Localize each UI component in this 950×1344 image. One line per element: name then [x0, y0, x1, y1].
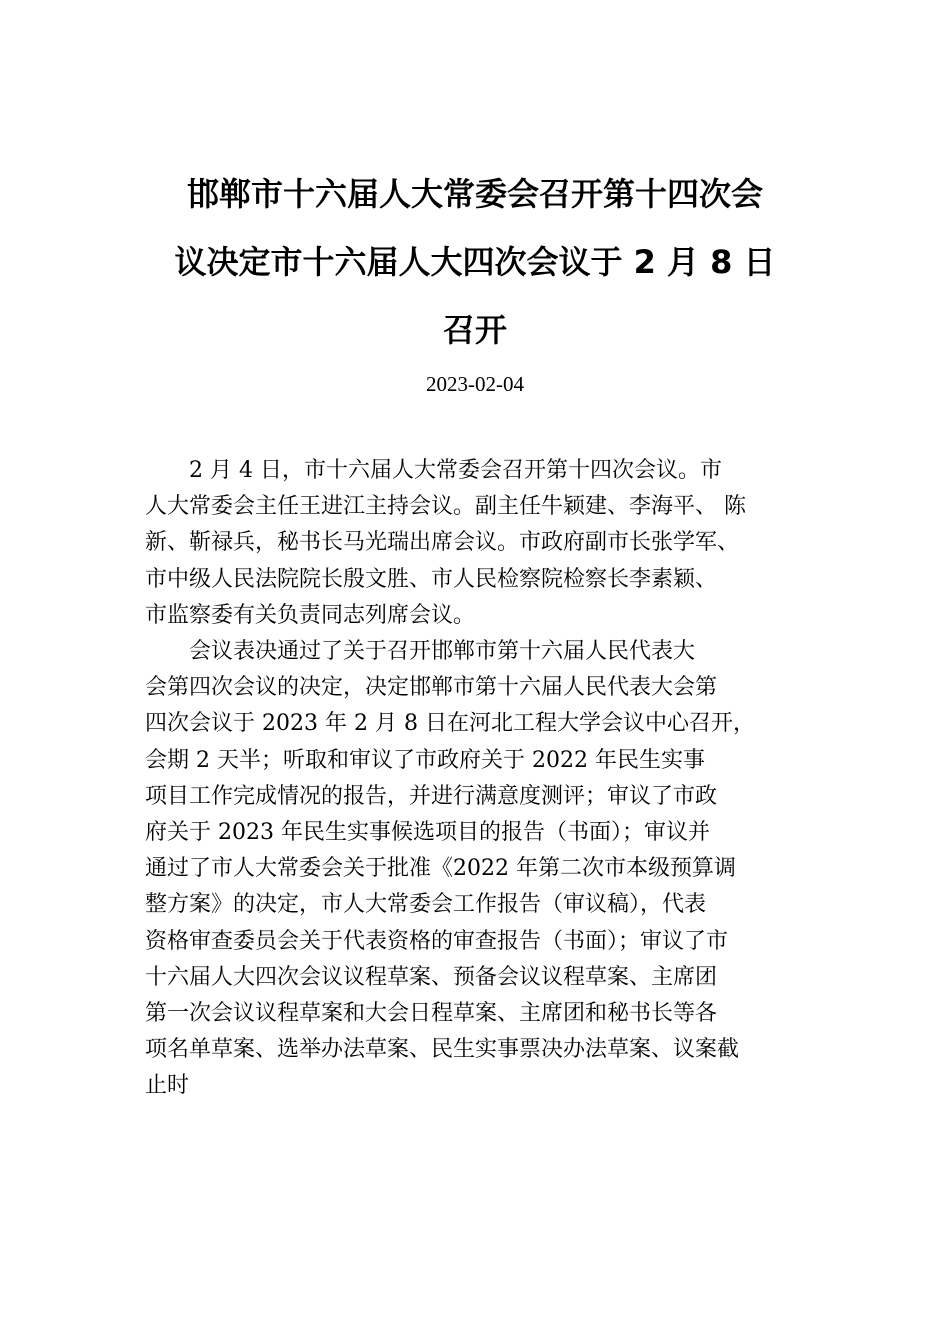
paragraph-line: 市中级人民法院院长殷文胜、市人民检察院检察长李素颖、 [145, 566, 718, 592]
paragraph-line: 第一次会议议程草案和大会日程草案、主席团和秘书长等各 [145, 1001, 718, 1027]
article-body [145, 453, 815, 1105]
paragraph-line: 会议表决通过了关于召开邯郸市第十六届人民代表大 [189, 639, 696, 665]
paragraph-line: 会期 2 天半；听取和审议了市政府关于 2022 年民生实事 [145, 747, 705, 773]
paragraph-line: 市监察委有关负责同志列席会议。 [145, 602, 476, 628]
paragraph-line: 新、靳禄兵，秘书长马光瑞出席会议。市政府副市长张学军、 [145, 530, 740, 556]
paragraph-line: 止时 [145, 1073, 190, 1099]
paragraph-line: 会第四次会议的决定，决定邯郸市第十六届人民代表大会第 [145, 675, 718, 701]
paragraph-line: 通过了市人大常委会关于批准《2022 年第二次市本级预算调 [145, 856, 736, 882]
paragraph-1 [145, 453, 815, 634]
paragraph-line: 2 月 4 日，市十六届人大常委会召开第十四次会议。市 [189, 458, 722, 483]
paragraph-line: 四次会议于 2023 年 2 月 8 日在河北工程大学会议中心召开， [145, 711, 755, 737]
paragraph-2 [145, 634, 815, 1105]
title-line: 邯郸市十六届人大常委会召开第十四次会 [186, 175, 763, 213]
paragraph-line: 府关于 2023 年民生实事候选项目的报告（书面）；审议并 [145, 820, 710, 846]
paragraph-line: 资格审查委员会关于代表资格的审查报告（书面）；审议了市 [145, 928, 729, 954]
title-line: 议决定市十六届人大四次会议于 2 月 8 日 [174, 243, 776, 281]
paragraph-line: 项目工作完成情况的报告，并进行满意度测评；审议了市政 [145, 783, 718, 809]
paragraph-line: 十六届人大四次会议议程草案、预备会议议程草案、主席团 [145, 964, 718, 990]
paragraph-line: 人大常委会主任王进江主持会议。副主任牛颖建、李海平、 陈 [145, 494, 746, 520]
paragraph-line: 项名单草案、选举办法草案、民生实事票决办法草案、议案截 [145, 1037, 740, 1063]
publish-date: 2023-02-04 [426, 372, 524, 396]
paragraph-line: 整方案》的决定，市人大常委会工作报告（审议稿），代表 [145, 892, 707, 918]
title-line: 召开 [442, 311, 507, 349]
document-title [150, 160, 800, 364]
